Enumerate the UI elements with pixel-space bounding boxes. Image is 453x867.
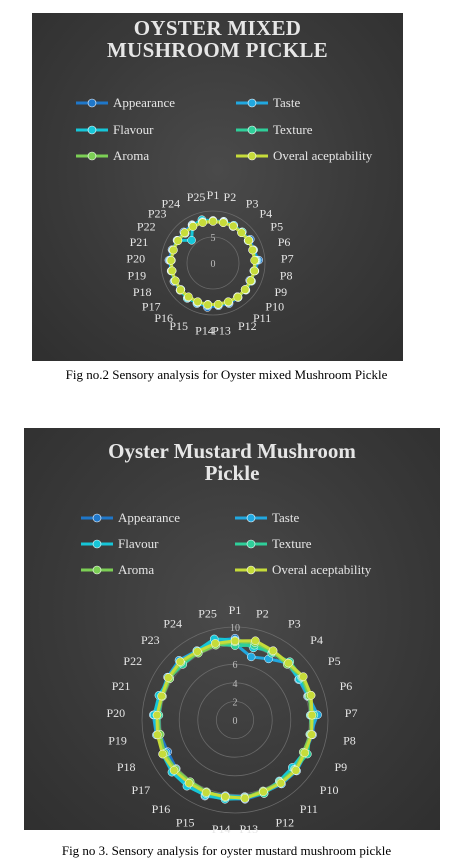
chart-title: OYSTER MIXED MUSHROOM PICKLE (107, 16, 328, 63)
data-point (308, 711, 316, 719)
data-point (292, 766, 300, 774)
category-label: P9 (274, 285, 288, 299)
data-point (171, 277, 179, 285)
category-label: P25 (198, 606, 217, 621)
radial-tick-label: 0 (210, 259, 216, 270)
radial-tick-label: 2 (232, 697, 238, 709)
category-label: P9 (334, 759, 348, 774)
radar-chart (24, 428, 440, 837)
data-point (185, 293, 193, 301)
data-point (241, 286, 249, 294)
category-label: P5 (327, 654, 341, 669)
category-label: P15 (175, 815, 195, 830)
category-label: P21 (111, 679, 131, 693)
category-label: P8 (279, 268, 293, 283)
figure-caption: Fig no.2 Sensory analysis for Oyster mixed Mushroom Pickle (65, 367, 388, 382)
legend-label: Taste (273, 95, 301, 110)
data-point (241, 794, 249, 802)
legend-label: Appearance (113, 95, 176, 110)
data-point (229, 222, 237, 230)
category-label: P6 (277, 235, 291, 249)
data-point (247, 277, 255, 285)
category-label: P7 (280, 251, 294, 266)
data-point (211, 639, 219, 647)
category-label: P11 (299, 802, 318, 816)
data-point (194, 298, 202, 306)
data-point (169, 246, 177, 254)
data-point (188, 236, 196, 244)
data-point (251, 637, 259, 645)
category-label: P19 (127, 268, 147, 283)
legend-label: Overal aceptability (273, 148, 373, 163)
legend-label: Texture (272, 536, 312, 551)
data-point (202, 789, 210, 797)
data-point (245, 236, 253, 244)
data-point (164, 674, 172, 682)
data-point (301, 749, 309, 757)
category-label: P17 (141, 299, 161, 314)
data-point (159, 750, 167, 758)
legend-label: Flavour (118, 536, 159, 551)
legend-label: Texture (273, 122, 313, 137)
data-point (170, 766, 178, 774)
category-label: P19 (108, 733, 127, 748)
legend-label: Aroma (118, 562, 155, 577)
data-point (308, 731, 316, 739)
data-point (307, 691, 315, 699)
legend-label: Appearance (118, 510, 181, 525)
category-label: P13 (239, 822, 259, 837)
category-label: P23 (147, 206, 167, 221)
category-label: P1 (206, 188, 220, 202)
category-label: P16 (151, 802, 171, 816)
category-label: P8 (343, 733, 356, 748)
data-point (224, 298, 232, 306)
data-point (185, 779, 193, 787)
radial-tick-label: 5 (210, 233, 216, 244)
legend-label: Taste (272, 510, 300, 525)
data-point (168, 267, 176, 275)
data-point (174, 237, 182, 245)
data-point (209, 217, 217, 225)
data-point (158, 692, 166, 700)
category-label: P21 (129, 235, 149, 249)
legend-label: Overal aceptability (272, 562, 372, 577)
data-point (285, 659, 293, 667)
figure-caption: Fig no 3. Sensory analysis for oyster mustard mushroom pickle (61, 843, 392, 858)
data-point (167, 256, 175, 264)
category-label: P14 (211, 822, 231, 837)
category-label: P4 (259, 206, 273, 221)
category-label: P10 (265, 299, 285, 314)
category-label: P16 (154, 311, 173, 325)
radial-tick-label: 0 (232, 716, 238, 727)
data-point (181, 229, 189, 237)
data-point (231, 637, 239, 645)
data-point (153, 731, 161, 739)
category-label: P5 (270, 219, 284, 234)
data-point (193, 648, 201, 656)
category-label: P10 (319, 783, 339, 798)
data-point (247, 653, 255, 661)
category-label: P22 (123, 654, 143, 669)
category-label: P11 (253, 311, 272, 325)
category-label: P12 (238, 319, 257, 334)
data-point (221, 793, 229, 801)
data-point (259, 788, 267, 796)
data-point (234, 293, 242, 301)
chart-title: Oyster Mustard Mushroom Pickle (108, 439, 356, 486)
legend-label: Flavour (113, 122, 154, 137)
category-label: P22 (136, 219, 156, 234)
category-label: P23 (141, 632, 160, 647)
data-point (189, 223, 197, 231)
data-point (249, 246, 257, 254)
data-point (238, 229, 246, 237)
radar-chart (32, 13, 403, 361)
category-label: P25 (186, 190, 206, 205)
category-label: P2 (256, 606, 269, 621)
data-point (153, 711, 161, 719)
category-label: P18 (132, 285, 152, 299)
legend-label: Aroma (113, 148, 150, 163)
data-point (251, 256, 259, 264)
category-label: P24 (161, 196, 181, 211)
category-label: P12 (275, 815, 295, 830)
category-label: P6 (339, 679, 353, 693)
data-point (204, 301, 212, 309)
radial-tick-label: 6 (232, 660, 238, 672)
category-label: P1 (228, 603, 242, 617)
data-point (214, 300, 222, 308)
chart-panel-2 (24, 428, 440, 837)
category-label: P14 (195, 323, 214, 338)
category-label: P17 (131, 783, 151, 798)
data-point (177, 286, 185, 294)
category-label: P3 (245, 196, 259, 211)
data-point (219, 219, 227, 227)
category-label: P24 (163, 616, 182, 631)
category-label: P3 (288, 616, 301, 631)
category-label: P18 (116, 759, 136, 774)
chart-panel-1 (32, 13, 403, 361)
category-label: P20 (126, 251, 146, 266)
category-label: P7 (344, 706, 358, 721)
data-point (299, 673, 307, 681)
radial-tick-label: 10 (230, 623, 240, 634)
category-label: P13 (212, 323, 231, 338)
category-label: P20 (106, 706, 126, 721)
category-label: P4 (310, 632, 323, 647)
category-label: P2 (223, 190, 237, 205)
data-point (176, 658, 184, 666)
data-point (250, 267, 258, 275)
radial-tick-label: 4 (232, 678, 238, 690)
data-point (277, 779, 285, 787)
data-point (199, 219, 207, 227)
category-label: P15 (169, 319, 188, 334)
data-point (269, 647, 277, 655)
